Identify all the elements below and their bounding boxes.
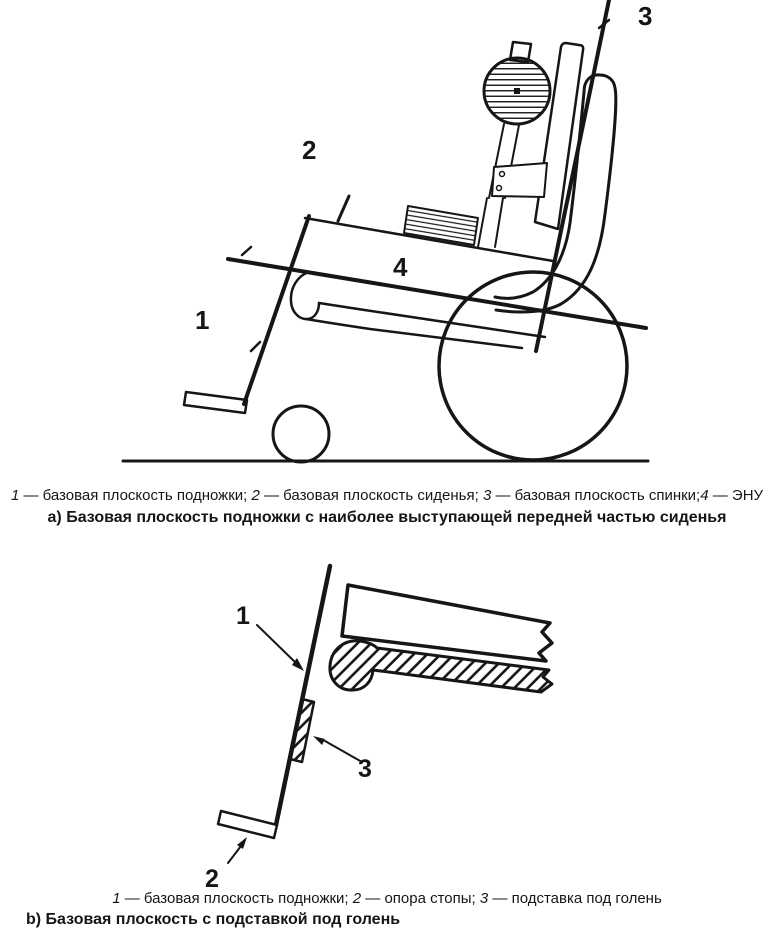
foot-support-bar: [218, 811, 277, 838]
figure-b-legend: 1 — базовая плоскость подножки; 2 — опора стопы; 3 — подставка под голень: [112, 890, 662, 907]
figure-b-title: b) Базовая плоскость с подставкой под голень: [26, 911, 401, 928]
leader-arrow-2: [228, 837, 247, 863]
figure-a-label-1: 1: [195, 305, 210, 335]
load-block: [404, 206, 478, 245]
seat-plane-leader: [338, 196, 349, 221]
leader-arrow-3: [313, 736, 362, 762]
footrest-plane-line: [244, 216, 309, 404]
figure-a-label-3: 3: [638, 1, 653, 31]
figure-a-legend: 1 — базовая плоскость подножки; 2 — базовая плоскость сиденья; 3 — базовая плоскость спинки;4 — ЭНУ: [10, 487, 764, 504]
figure-b-drawing: [205, 566, 552, 893]
figure-b-label-3: 3: [358, 755, 372, 783]
figure-a-label-2: 2: [302, 135, 317, 165]
disc-center-mark: [514, 88, 520, 94]
figure-b-label-1: 1: [236, 602, 250, 630]
tick-mark: [242, 247, 251, 255]
tick-mark: [251, 342, 260, 351]
figure-a-title: a) Базовая плоскость подножки с наиболее выступающей передней частью сиденья: [47, 509, 727, 526]
figure-a-drawing: [123, 0, 652, 462]
leader-arrow-1: [257, 625, 304, 671]
figure-b-label-2: 2: [205, 865, 219, 893]
footplate: [184, 392, 247, 413]
pendulum-disc: [484, 42, 550, 124]
mounting-bracket: [492, 163, 547, 197]
footrest-plane-line-b: [276, 566, 330, 825]
figure-a-label-4: 4: [393, 252, 408, 282]
front-caster-wheel: [273, 406, 329, 462]
